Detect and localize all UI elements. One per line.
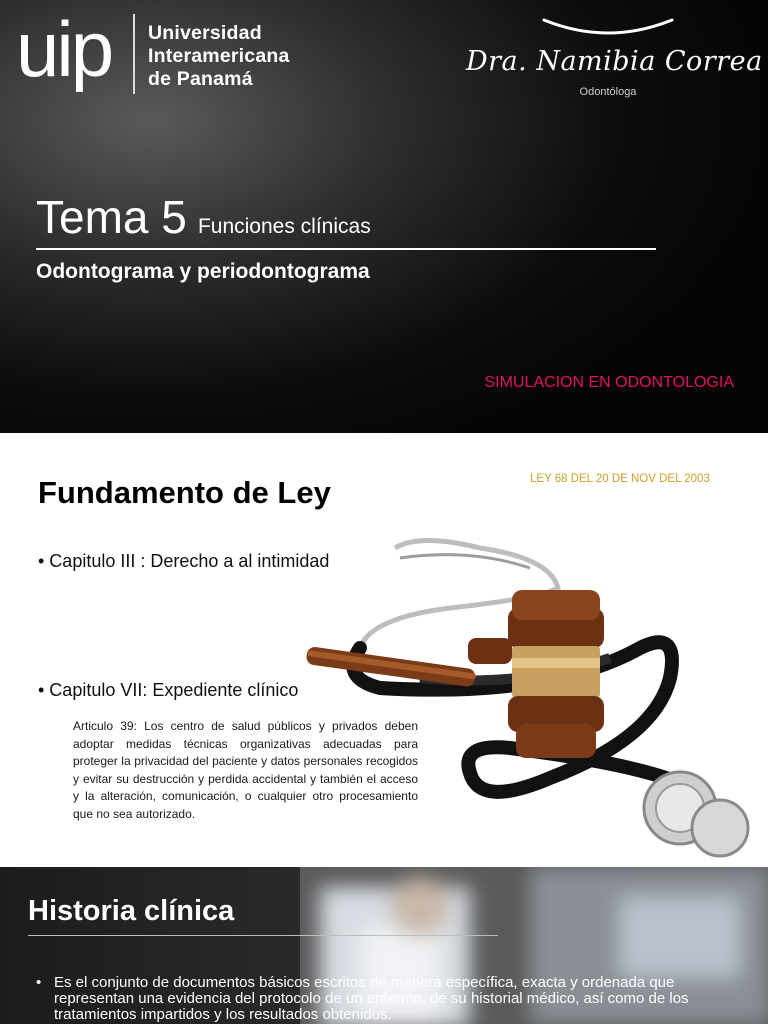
article-39-text: Articulo 39: Los centro de salud públicos y privados deben adoptar medidas técnicas organizativas adecuadas para proteger la privacidad del paciente y datos personales recogidos y evitar su destrucción y perdida accidental y también el acceso y la alteración, comunicación, o cualquier otro procesamiento que no sea autorizado.: [73, 719, 418, 821]
slide-title: Historia clínica: [28, 895, 235, 927]
university-line: de Panamá: [148, 68, 253, 90]
university-name: [148, 22, 290, 91]
university-line: Universidad: [148, 22, 262, 44]
topic-heading: [36, 190, 371, 244]
uip-logo: [16, 12, 128, 98]
university-line: Interamericana: [148, 45, 290, 67]
logo-divider: [133, 14, 135, 94]
bullet-chapter-iii: • Capitulo III : Derecho a al intimidad: [38, 551, 330, 571]
doctor-name: Dra. Namibia Correa: [466, 46, 763, 77]
law-reference: LEY 68 DEL 20 DE NOV DEL 2003: [530, 473, 710, 485]
doctor-role: Odontóloga: [579, 86, 637, 98]
title-slide: [0, 0, 768, 433]
bullet-chapter-vii: • Capitulo VII: Expediente clínico: [38, 680, 299, 700]
topic-number: Tema 5: [36, 191, 187, 243]
slide-title: Odontograma y periodontograma: [36, 260, 370, 283]
clinical-history-definition: [36, 975, 746, 1023]
uip-logo-text: uip: [16, 12, 112, 93]
clinical-history-slide: [0, 867, 768, 1024]
slide-title: Fundamento de Ley: [38, 475, 331, 510]
definition-text: Es el conjunto de documentos básicos escritos de manera específica, exacta y ordenada que representan una evidencia del protocolo de un enfermo, de su historial médico, así como de los tratamientos impartidos y los resultados obtenidos.: [54, 974, 689, 1023]
bullet-marker: •: [36, 974, 42, 991]
smile-arc-logo-icon: [540, 14, 676, 44]
course-label: SIMULACION EN ODONTOLOGIA: [484, 374, 734, 391]
title-divider: [28, 935, 498, 936]
heading-divider: [36, 248, 656, 250]
topic-subtitle: Funciones clínicas: [197, 215, 371, 238]
law-slide: [0, 433, 768, 867]
